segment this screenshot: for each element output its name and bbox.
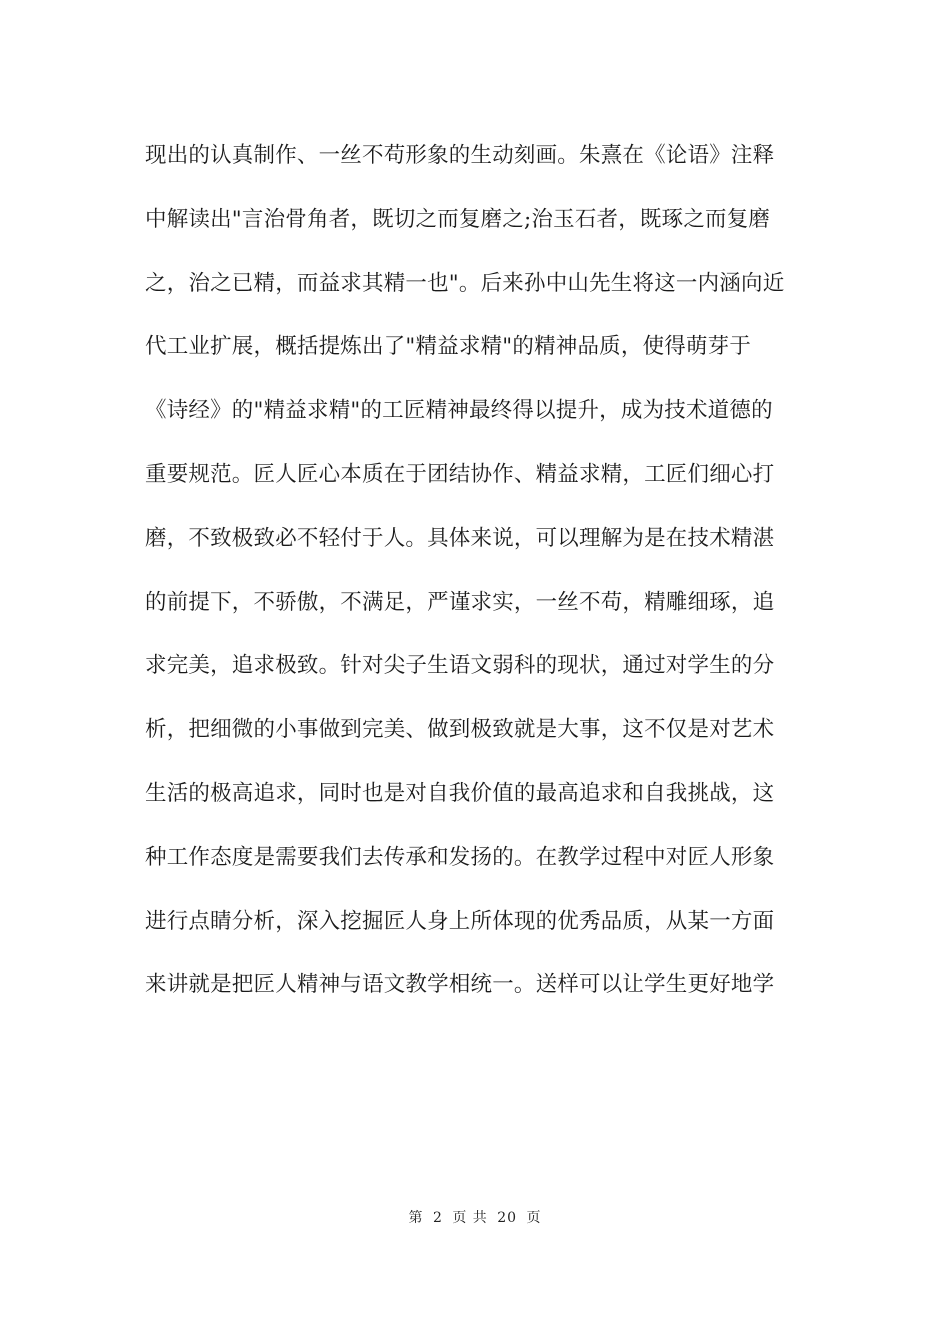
page-footer (0, 1207, 950, 1227)
text-line: 求完美，追求极致。针对尖子生语文弱科的现状，通过对学生的分 (145, 653, 775, 679)
text-line: 生活的极高追求，同时也是对自我价值的最高追求和自我挑战，这 (145, 780, 775, 806)
text-line: 的前提下，不骄傲，不满足，严谨求实，一丝不苟，精雕细琢，追 (145, 589, 775, 615)
text-line: 种工作态度是需要我们去传承和发扬的。在教学过程中对匠人形象 (145, 844, 775, 870)
text-line: 《诗经》的"精益求精"的工匠精神最终得以提升，成为技术道德的 (145, 398, 773, 424)
text-line: 进行点睛分析，深入挖掘匠人身上所体现的优秀品质，从某一方面 (145, 908, 775, 934)
footer-page-number: 2 (432, 1210, 443, 1226)
body-text (145, 132, 815, 1025)
text-line: 中解读出"言治骨角者，既切之而复磨之;治玉石者，既琢之而复磨 (145, 206, 771, 232)
text-line: 现出的认真制作、一丝不苟形象的生动刻画。朱熹在《论语》注释 (145, 143, 775, 168)
text-line: 磨，不致极致必不轻付于人。具体来说，可以理解为是在技术精湛 (145, 525, 775, 551)
text-line: 析，把细微的小事做到完美、做到极致就是大事，这不仅是对艺术 (145, 717, 775, 743)
footer-total-pages: 20 (497, 1210, 518, 1226)
text-line: 重要规范。匠人匠心本质在于团结协作、精益求精，工匠们细心打 (145, 461, 775, 487)
text-line: 之，治之已精，而益求其精一也"。后来孙中山先生将这一内涵向近 (145, 270, 785, 296)
footer-middle: 页 共 (452, 1210, 488, 1226)
footer-suffix: 页 (526, 1210, 542, 1226)
footer-prefix: 第 (408, 1210, 424, 1226)
text-line: 来讲就是把匠人精神与语文教学相统一。送样可以让学生更好地学 (145, 972, 775, 998)
text-line: 代工业扩展，概括提炼出了"精益求精"的精神品质，使得萌芽于 (145, 334, 752, 360)
